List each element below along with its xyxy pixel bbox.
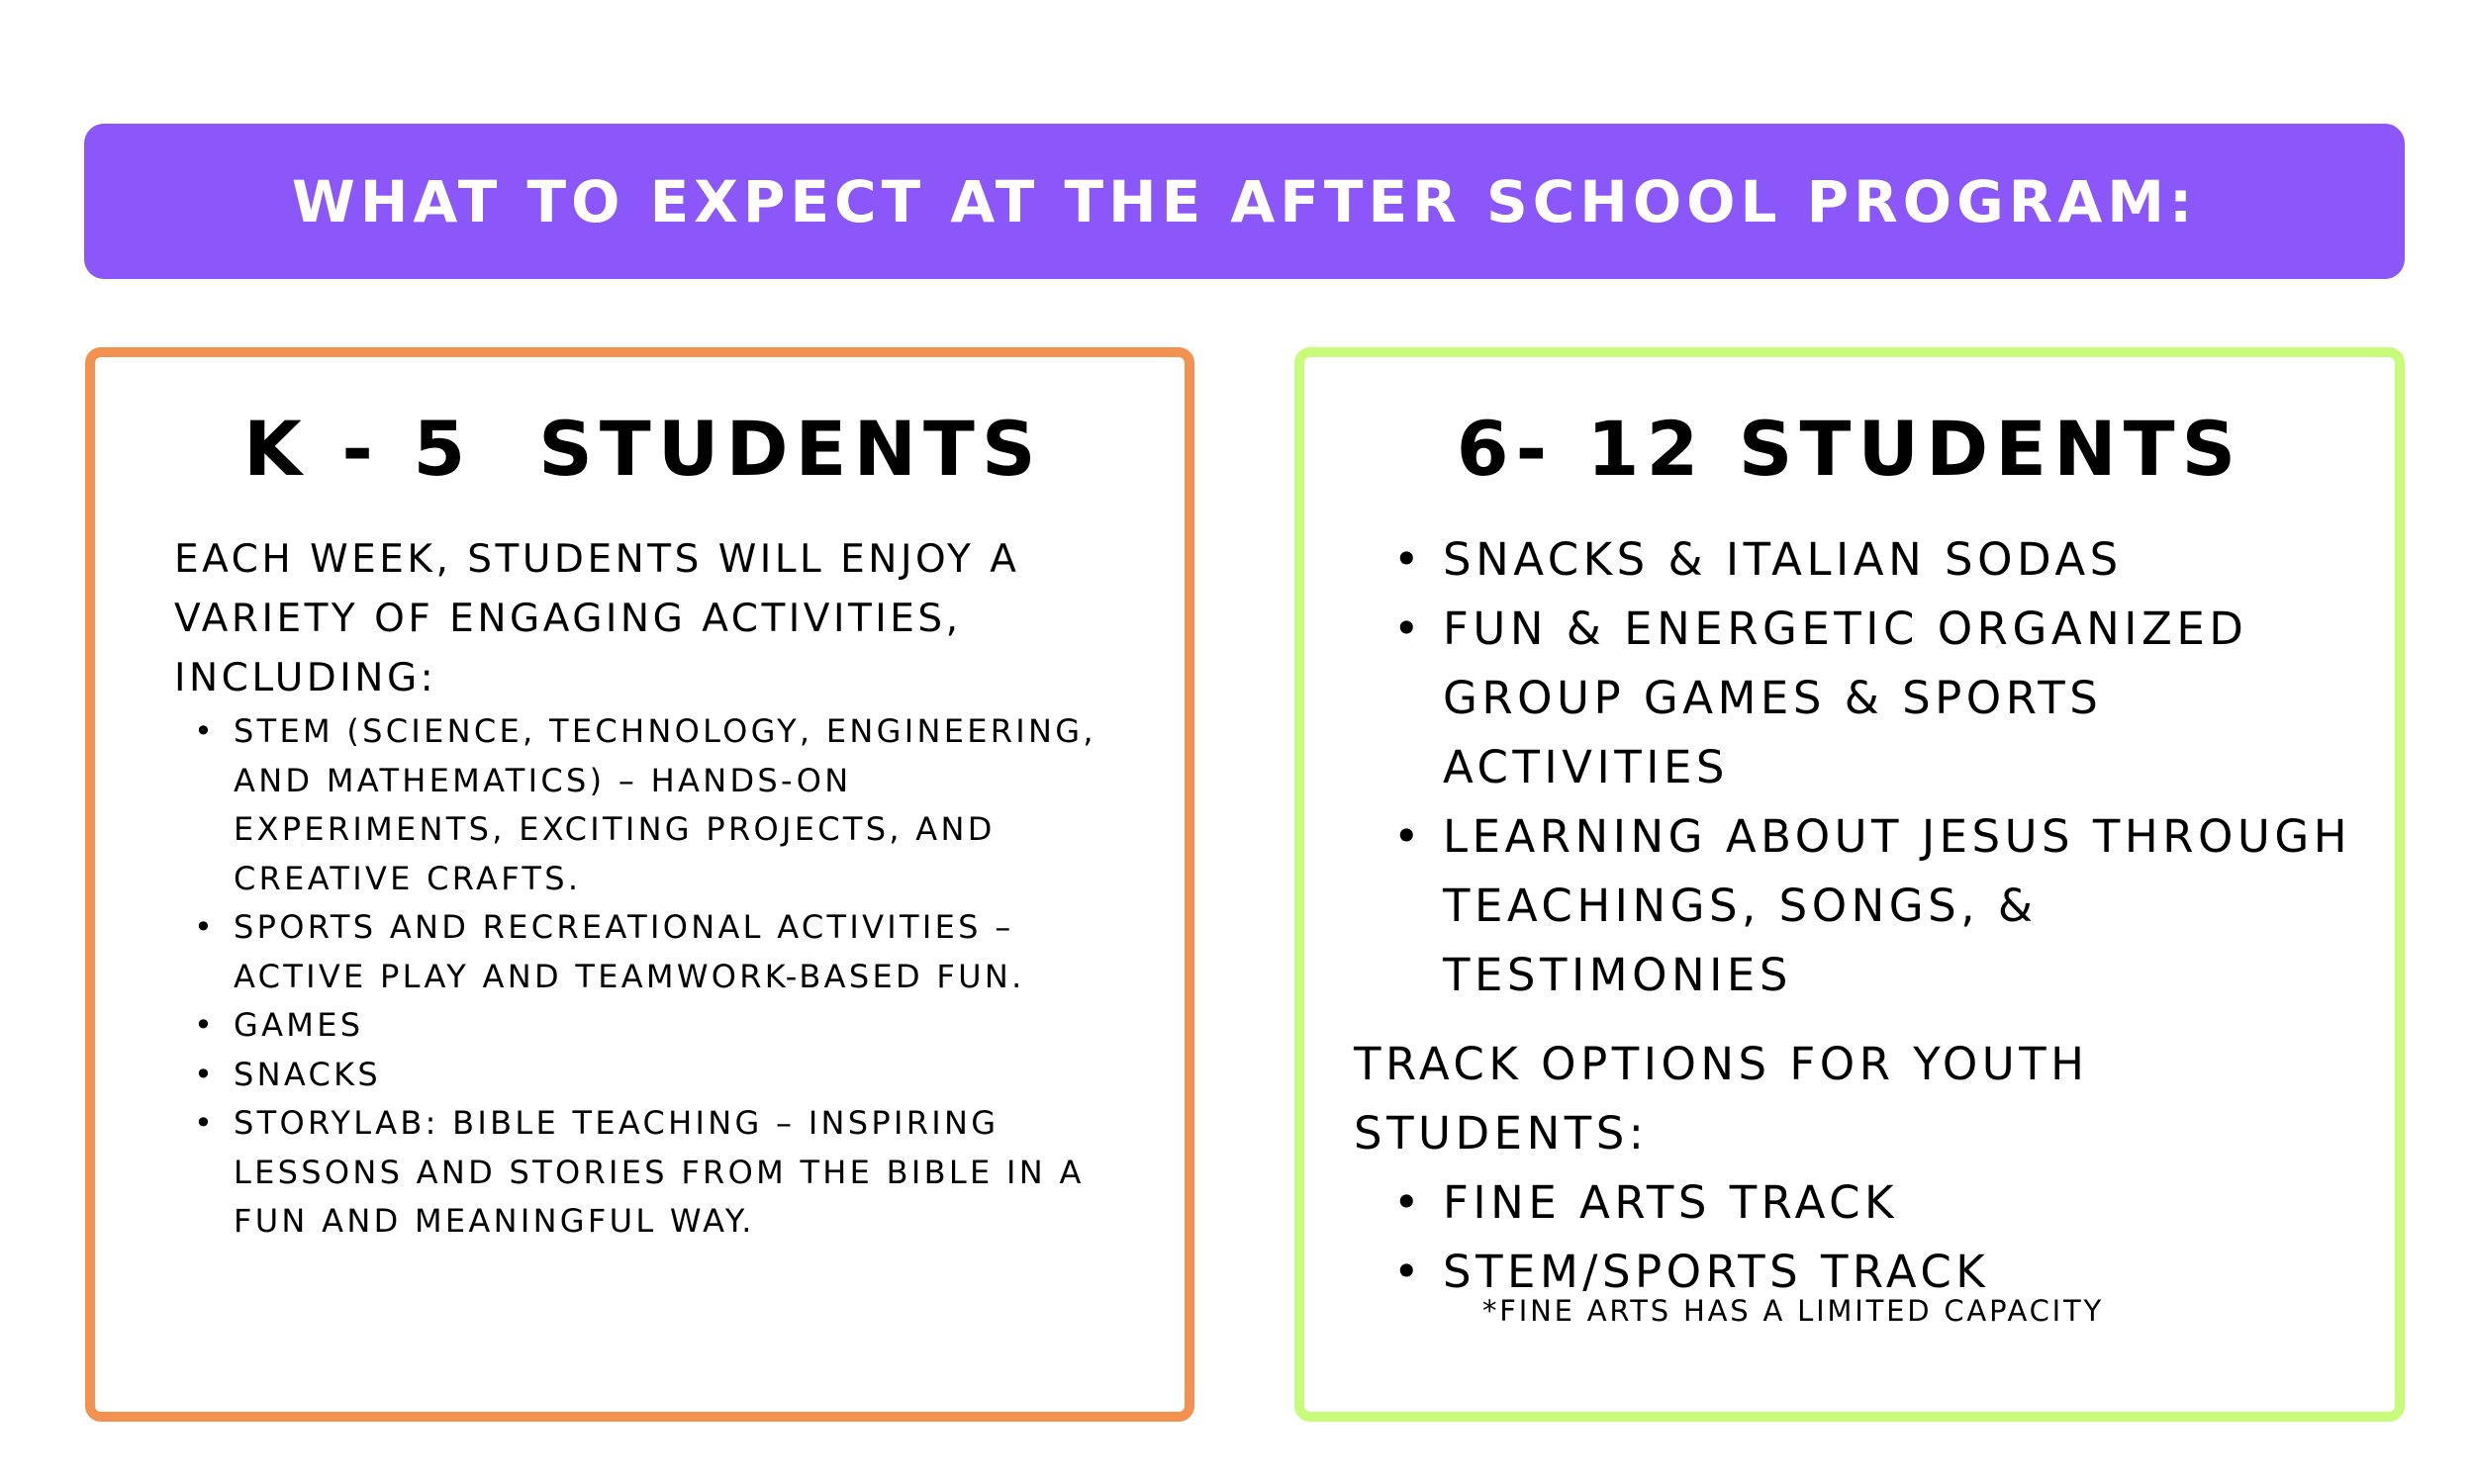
bullet-icon: • <box>194 1006 217 1044</box>
page-title: WHAT TO EXPECT AT THE AFTER SCHOOL PROGRAM: <box>291 167 2198 235</box>
g612-title: 6- 12 STUDENTS <box>1456 405 2243 493</box>
list-item-text: SNACKS & ITALIAN SODAS <box>1443 533 2123 586</box>
list-item-text: GAMES <box>234 1006 364 1044</box>
list-item-text: SNACKS <box>234 1055 382 1093</box>
list-item-text: STEM (SCIENCE, TECHNOLOGY, ENGINEERING, AND MATHEMATICS) – HANDS-ON EXPERIMENTS, EXCITING PROJECTS, AND CREATIVE CRAFTS. <box>234 712 1096 897</box>
list-item <box>1393 1168 2363 1238</box>
track-options-list <box>1393 1168 2363 1307</box>
list-item <box>194 1051 1134 1100</box>
bullet-icon: • <box>1393 1246 1425 1298</box>
list-item-text: LEARNING ABOUT JESUS THROUGH TEACHINGS, SONGS, & TESTIMONIES <box>1443 810 2352 1001</box>
list-item <box>194 1001 1134 1051</box>
list-item-text: STORYLAB: BIBLE TEACHING – INSPIRING LESSONS AND STORIES FROM THE BIBLE IN A FUN AND MEANINGFUL WAY. <box>234 1104 1085 1240</box>
track-options-heading: TRACK OPTIONS FOR YOUTH STUDENTS: <box>1354 1038 2089 1159</box>
bullet-icon: • <box>194 712 217 750</box>
list-item <box>1393 802 2363 1010</box>
k5-activity-list <box>194 707 1134 1247</box>
bullet-icon: • <box>194 908 217 946</box>
g612-card <box>1294 347 2405 1422</box>
bullet-icon: • <box>194 1104 217 1142</box>
bullet-icon: • <box>194 1055 217 1093</box>
k5-intro: EACH WEEK, STUDENTS WILL ENJOY A VARIETY OF ENGAGING ACTIVITIES, INCLUDING: <box>174 537 1020 700</box>
bullet-icon: • <box>1393 1176 1425 1229</box>
list-item <box>194 1099 1134 1247</box>
list-item-text: SPORTS AND RECREATIONAL ACTIVITIES – ACTIVE PLAY AND TEAMWORK-BASED FUN. <box>234 908 1025 995</box>
k5-card <box>85 347 1194 1422</box>
bullet-icon: • <box>1393 810 1425 863</box>
list-item <box>194 707 1134 903</box>
list-item <box>1393 595 2363 802</box>
list-item-text: FINE ARTS TRACK <box>1443 1176 1899 1229</box>
bullet-icon: • <box>1393 533 1425 586</box>
list-item-text: STEM/SPORTS TRACK <box>1443 1246 1990 1298</box>
list-item <box>1393 525 2363 595</box>
list-item <box>194 903 1134 1001</box>
capacity-note: *FINE ARTS HAS A LIMITED CAPACITY <box>1482 1294 2105 1328</box>
bullet-icon: • <box>1393 603 1425 655</box>
header-banner <box>84 124 2405 279</box>
g612-activity-list <box>1393 525 2363 1010</box>
k5-title: K - 5 STUDENTS <box>243 405 1043 493</box>
list-item-text: FUN & ENERGETIC ORGANIZED GROUP GAMES & SPORTS ACTIVITIES <box>1443 603 2248 793</box>
